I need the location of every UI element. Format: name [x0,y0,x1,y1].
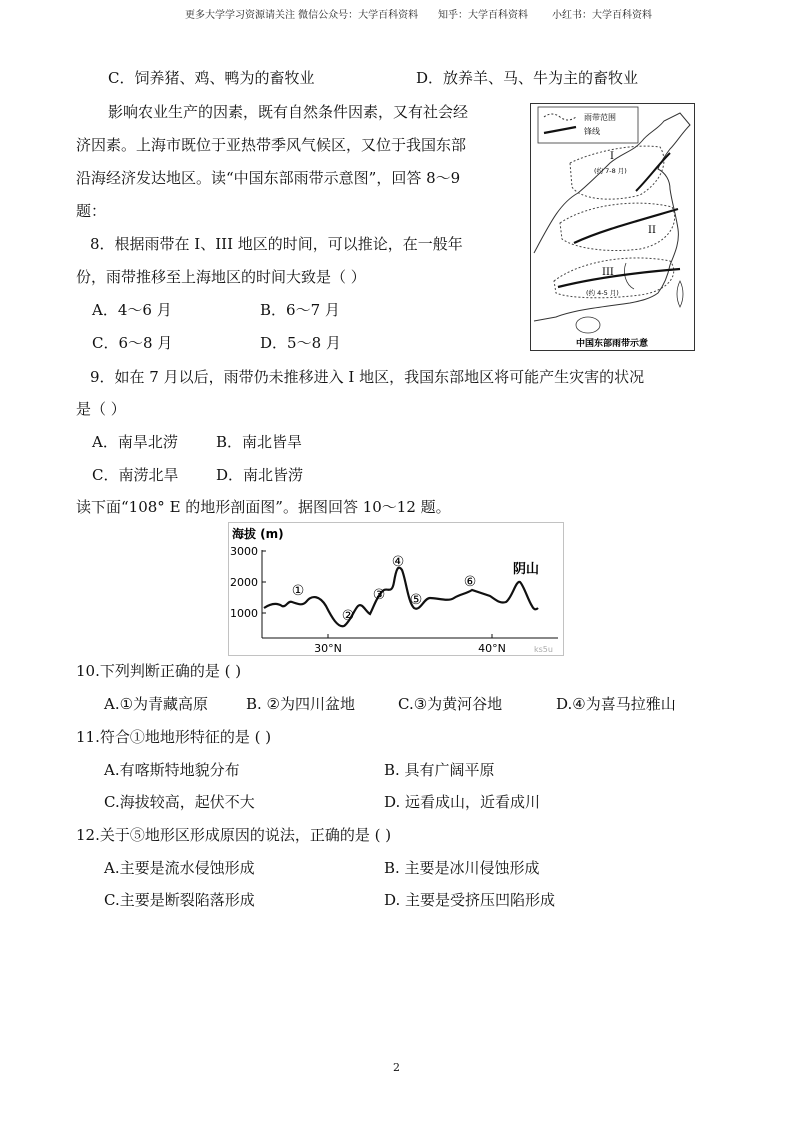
q8-option-b: B．6～7 月 [260,301,340,319]
map-caption: 中国东部雨带示意 [575,339,649,349]
terrain-profile [228,522,564,656]
page-number: 2 [393,1061,400,1074]
q7-option-d: D．放养羊、马、牛为主的畜牧业 [416,69,639,87]
q10-option-a: A.①为青藏高原 [104,695,209,713]
q8-option-d: D．5～8 月 [260,334,341,352]
zone-3-label: III [602,267,614,278]
q11-option-b: B. 具有广阔平原 [384,761,495,779]
rain-belt-map [530,103,695,351]
y-tick-2000: 2000 [230,576,258,589]
profile-label-2: ② [341,608,355,624]
legend-front-label: 锋线 [584,127,600,136]
y-tick-1000: 1000 [230,607,258,620]
q9-stem-line-2: 是（ ） [76,400,126,418]
profile-y-axis-label: 海拔 (m) [232,527,284,541]
q11-option-d: D. 远看成山，近看成川 [384,793,541,811]
profile-label-1: ① [291,583,305,599]
q8-option-c: C．6～8 月 [92,334,173,352]
intro-line-4: 题： [76,202,107,220]
q11-stem: 11.符合①地地形特征的是 ( ) [76,728,272,746]
q12-option-b: B. 主要是冰川侵蚀形成 [384,859,540,877]
x-tick-30n: 30°N [314,642,342,655]
q8-stem-line-1: 8．根据雨带在 I、III 地区的时间，可以推论，在一般年 [90,235,463,253]
q9-option-a: A．南旱北涝 [92,433,178,451]
q9-stem-line-1: 9．如在 7 月以后，雨带仍未推移进入 I 地区，我国东部地区将可能产生灾害的状况 [90,368,645,386]
q10-stem: 10.下列判断正确的是 ( ) [76,662,242,680]
q8-stem-line-2: 份，雨带推移至上海地区的时间大致是（ ） [76,268,366,286]
zone-2-label: II [648,225,656,236]
q12-option-a: A.主要是流水侵蚀形成 [104,859,255,877]
terrain-profile-figure [228,522,564,656]
intro-line-1: 影响农业生产的因素，既有自然条件因素，又有社会经 [108,103,469,121]
q8-option-a: A．4～6 月 [92,301,172,319]
q12-option-d: D. 主要是受挤压凹陷形成 [384,891,556,909]
q11-option-c: C.海拔较高，起伏不大 [104,793,255,811]
header-zhihu-text: 知乎：大学百科资料 [438,10,528,21]
q11-option-a: A.有喀斯特地貌分布 [104,761,240,779]
zone-1-time-label: (约 7-8 月) [594,167,627,175]
profile-label-yinshan: 阴山 [512,562,540,577]
profile-label-3: ③ [372,587,386,603]
header-promo-text: 更多大学学习资源请关注 微信公众号：大学百科资料 [185,10,419,21]
q10-option-d: D.④为喜马拉雅山 [556,695,676,713]
profile-label-5: ⑤ [409,592,423,608]
q9-option-b: B．南北皆旱 [216,433,303,451]
zone-3-time-label: (约 4-5 月) [586,289,619,297]
profile-watermark: ks5u [534,645,553,654]
q9-option-d: D．南北皆涝 [216,466,304,484]
q10-option-c: C.③为黄河谷地 [398,695,503,713]
profile-intro: 读下面“108° E 的地形剖面图”。据图回答 10～12 题。 [76,498,451,516]
header-xiaohongshu-text: 小红书：大学百科资料 [552,10,652,21]
profile-label-4: ④ [391,554,405,570]
rain-belt-map-figure [530,103,695,351]
profile-label-6: ⑥ [463,574,477,590]
intro-line-3: 沿海经济发达地区。读“中国东部雨带示意图”，回答 8～9 [76,169,461,187]
zone-1-label: I [610,151,614,162]
y-tick-3000: 3000 [230,545,258,558]
q12-option-c: C.主要是断裂陷落形成 [104,891,255,909]
q9-option-c: C．南涝北旱 [92,466,179,484]
legend-rain-range-label: 雨带范围 [584,113,616,122]
q7-option-c: C．饲养猪、鸡、鸭为的畜牧业 [108,69,315,87]
q10-option-b: B. ②为四川盆地 [246,695,356,713]
x-tick-40n: 40°N [478,642,506,655]
q12-stem: 12.关于⑤地形区形成原因的说法，正确的是 ( ) [76,826,392,844]
intro-line-2: 济因素。上海市既位于亚热带季风气候区，又位于我国东部 [76,136,467,154]
